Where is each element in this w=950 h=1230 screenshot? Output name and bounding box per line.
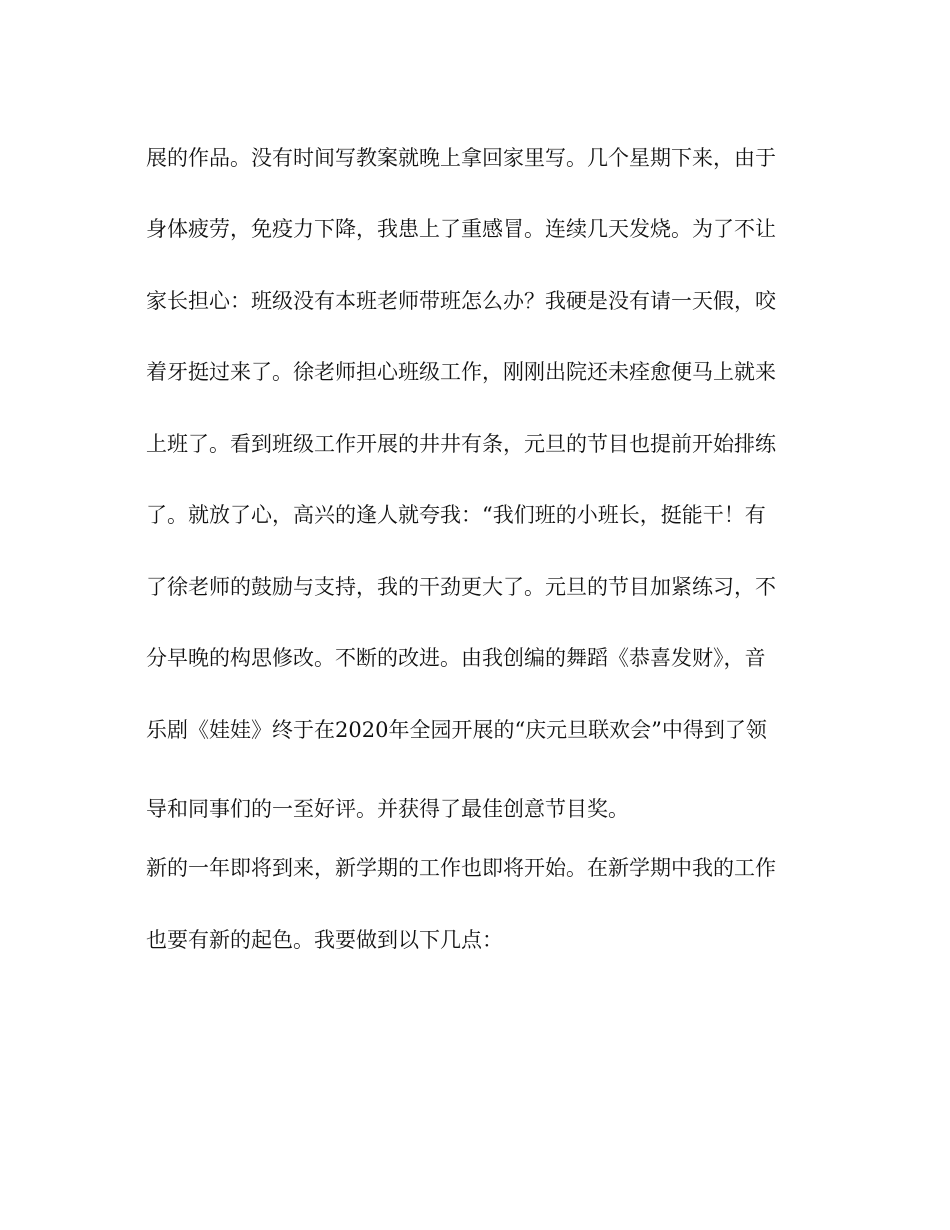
text-line: 了。就放了心，高兴的逢人就夸我：“我们班的小班长，挺能干！有 bbox=[146, 503, 766, 527]
text-line: 着牙挺过来了。徐老师担心班级工作，刚刚出院还未痊愈便马上就来 bbox=[146, 360, 776, 384]
text-line: 导和同事们的一至好评。并获得了最佳创意节目奖。 bbox=[146, 797, 629, 821]
text-line: 家长担心：班级没有本班老师带班怎么办？我硬是没有请一天假，咬 bbox=[146, 289, 776, 313]
text-line: 了徐老师的鼓励与支持，我的干劲更大了。元旦的节目加紧练习，不 bbox=[146, 575, 776, 599]
text-line: 也要有新的起色。我要做到以下几点： bbox=[146, 928, 503, 952]
text-line: 乐剧《娃娃》终于在2020年全园开展的“庆元旦联欢会”中得到了领 bbox=[146, 718, 767, 742]
text-line: 分早晚的构思修改。不断的改进。由我创编的舞蹈《恭喜发财》，音 bbox=[146, 646, 766, 670]
text-line: 上班了。看到班级工作开展的井井有条，元旦的节目也提前开始排练 bbox=[146, 432, 776, 456]
text-line: 展的作品。没有时间写教案就晚上拿回家里写。几个星期下来，由于 bbox=[146, 146, 776, 170]
text-line: 新的一年即将到来，新学期的工作也即将开始。在新学期中我的工作 bbox=[146, 856, 776, 880]
text-line: 身体疲劳，免疫力下降，我患上了重感冒。连续几天发烧。为了不让 bbox=[146, 217, 776, 241]
